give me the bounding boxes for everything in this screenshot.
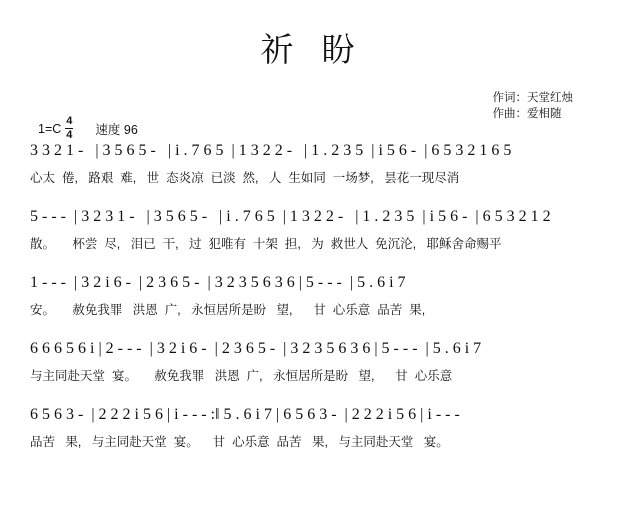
music-system	[0, 400, 625, 466]
key-label: 1=C	[38, 121, 62, 136]
notation-line: 6 6 6 5 6 i | 2 - - - | 3 2 i 6 - | 2 3 6 5 - | 3 2 3 5 6 3 6 | 5 - - - | 5 . 6 i 7	[30, 340, 482, 357]
notation-line: 6 5 6 3 - | 2 2 2 i 5 6 | i - - - :‖ 5 . 6 i 7 | 6 5 6 3 - | 2 2 2 i 5 6 | i - - -	[30, 406, 460, 423]
composer-credit: 作曲：爱相随	[492, 108, 562, 120]
music-system	[0, 334, 625, 400]
lyrics-line: 散。 杯尝 尽, 泪已 干, 过 犯唯有 十架 担, 为 救世人 免沉沦, 耶稣舍命赐平	[30, 237, 502, 251]
lyrics-line: 品苦 果, 与主同赴天堂 宴。 甘 心乐意 品苦 果, 与主同赴天堂 宴。	[30, 435, 449, 449]
notation-line: 1 - - - | 3 2 i 6 - | 2 3 6 5 - | 3 2 3 5 6 3 6 | 5 - - - | 5 . 6 i 7	[30, 274, 406, 291]
music-system	[0, 136, 625, 202]
credits-block	[493, 90, 574, 122]
lyrics-line: 心太 倦, 路艰 难, 世 态炎凉 已淡 然, 人 生如同 一场梦, 昙花一现尽消	[30, 171, 460, 185]
music-system	[0, 268, 625, 334]
time-signature-numerator: 4	[66, 115, 73, 127]
notation-line: 5 - - - | 3 2 3 1 - | 3 5 6 5 - | i . 7 6 5 | 1 3 2 2 - | 1 . 2 3 5 | i 5 6 - | 6 5 3 2 1 2	[30, 208, 551, 225]
time-signature-denominator: 4	[66, 129, 73, 141]
notation-line: 3 3 2 1 - | 3 5 6 5 - | i . 7 6 5 | 1 3 2 2 - | 1 . 2 3 5 | i 5 6 - | 6 5 3 2 1 6 5	[30, 142, 512, 159]
tempo-value: 96	[123, 122, 138, 137]
lyrics-line: 安。 赦免我罪 洪恩 广, 永恒居所是盼 望, 甘 心乐意 品苦 果,	[30, 303, 426, 317]
music-systems	[0, 136, 625, 466]
tempo-marking	[95, 120, 137, 138]
lyricist-credit: 作词：天堂红烛	[492, 92, 573, 104]
tempo-label: 速度	[95, 122, 121, 137]
page-title: 祈 盼	[260, 33, 365, 69]
music-system	[0, 202, 625, 268]
sheet-music-page	[0, 24, 625, 524]
lyrics-line: 与主同赴天堂 宴。 赦免我罪 洪恩 广, 永恒居所是盼 望, 甘 心乐意	[30, 369, 453, 383]
